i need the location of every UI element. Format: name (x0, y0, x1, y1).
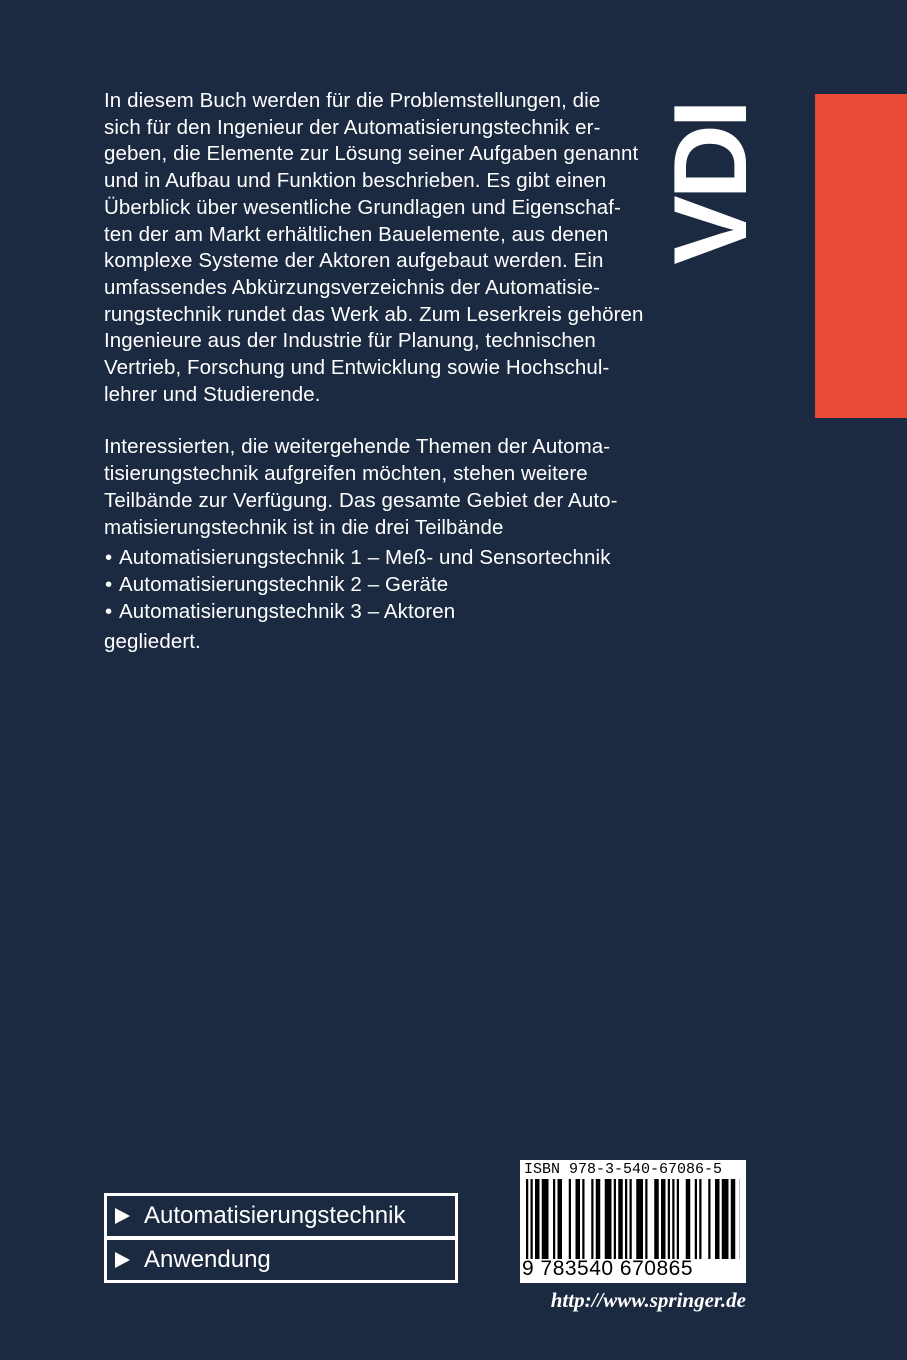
barcode-bar (695, 1179, 697, 1259)
barcode-bar (605, 1179, 612, 1259)
publisher-url[interactable]: http://www.springer.de (550, 1288, 746, 1312)
barcode-bar (591, 1179, 593, 1259)
barcode-bar (558, 1179, 563, 1259)
barcode-bar (672, 1179, 674, 1259)
barcode-bar (596, 1179, 601, 1259)
barcode-bar (531, 1179, 533, 1259)
barcode-bar (618, 1179, 623, 1259)
bullet-icon: • (105, 572, 113, 596)
bullet-icon: • (105, 546, 113, 570)
barcode-bar (668, 1179, 670, 1259)
barcode-bar (731, 1179, 736, 1259)
volume-list (104, 545, 644, 625)
series-item-anwendung (107, 1240, 455, 1280)
barcode-bar (645, 1179, 647, 1259)
play-triangle-icon (115, 1252, 130, 1268)
bullet-icon: • (105, 599, 113, 623)
barcode-digits: 9 783540 670865 (522, 1257, 693, 1280)
isbn-label: ISBN 978-3-540-67086-5 (524, 1161, 723, 1178)
accent-red-bar (815, 94, 907, 418)
isbn-barcode (520, 1160, 746, 1283)
barcode-bar (542, 1179, 549, 1259)
play-triangle-icon (115, 1208, 130, 1224)
barcode-bar (699, 1179, 701, 1259)
barcode-bar (686, 1179, 691, 1259)
list-item: • Automatisierungstechnik 2 – Geräte (104, 572, 644, 599)
barcode-bar (526, 1179, 528, 1259)
barcode-bar (661, 1179, 666, 1259)
barcode-bar (614, 1179, 616, 1259)
vdi-logo-text: VDI (653, 103, 769, 265)
barcode-bar (715, 1179, 720, 1259)
barcode-bar (630, 1179, 632, 1259)
series-item-label: Anwendung (144, 1246, 271, 1273)
description-paragraph-1: In diesem Buch werden für die Problemstellungen, die sich für den Ingenieur der Automatisierungstechnik er- geben, die Elemente zur Lösung seiner Aufgaben genannt und in Aufbau und Funktion beschrieben. Es gibt einen Überblick über wesentliche Grundlagen und Eigenschaf- ten der am Markt erhältlichen Bauelemente, aus denen komplexe Systeme der Aktoren aufgebaut werden. Ein umfassendes Abkürzungsverzeichnis der Automatisie- rungstechnik rundet das Werk ab. Zum Leserkreis gehören Ingenieure aus der Industrie für Planung, technischen Vertrieb, Forschung und Entwicklung sowie Hochschul- lehrer und Studierende. (104, 89, 644, 406)
barcode-bar (708, 1179, 710, 1259)
vdi-logo (653, 90, 769, 278)
series-item-label: Automatisierungstechnik (144, 1202, 406, 1229)
list-item: • Automatisierungstechnik 3 – Aktoren (104, 599, 644, 626)
barcode-bar (654, 1179, 659, 1259)
closing-text: gegliedert. (104, 630, 201, 654)
list-item: • Automatisierungstechnik 1 – Meß- und Sensortechnik (104, 545, 644, 572)
barcode-bar (553, 1179, 555, 1259)
series-box (104, 1193, 458, 1283)
description-paragraph-2: Interessierten, die weitergehende Themen der Automa- tisierungstechnik aufgreifen möchten, stehen weitere Teilbände zur Verfügung. Das gesamte Gebiet der Auto- matisierungstechnik ist in die drei Teilbände (104, 435, 618, 539)
barcode-bar (722, 1179, 729, 1259)
barcode-bars (526, 1179, 740, 1259)
barcode-bar (569, 1179, 571, 1259)
series-item-automatisierungstechnik (107, 1196, 455, 1236)
barcode-bar (582, 1179, 584, 1259)
barcode-bar (677, 1179, 679, 1259)
description-text (104, 88, 644, 656)
barcode-bar (636, 1179, 643, 1259)
barcode-bar (576, 1179, 581, 1259)
barcode-bar (535, 1179, 540, 1259)
barcode-bar (625, 1179, 627, 1259)
